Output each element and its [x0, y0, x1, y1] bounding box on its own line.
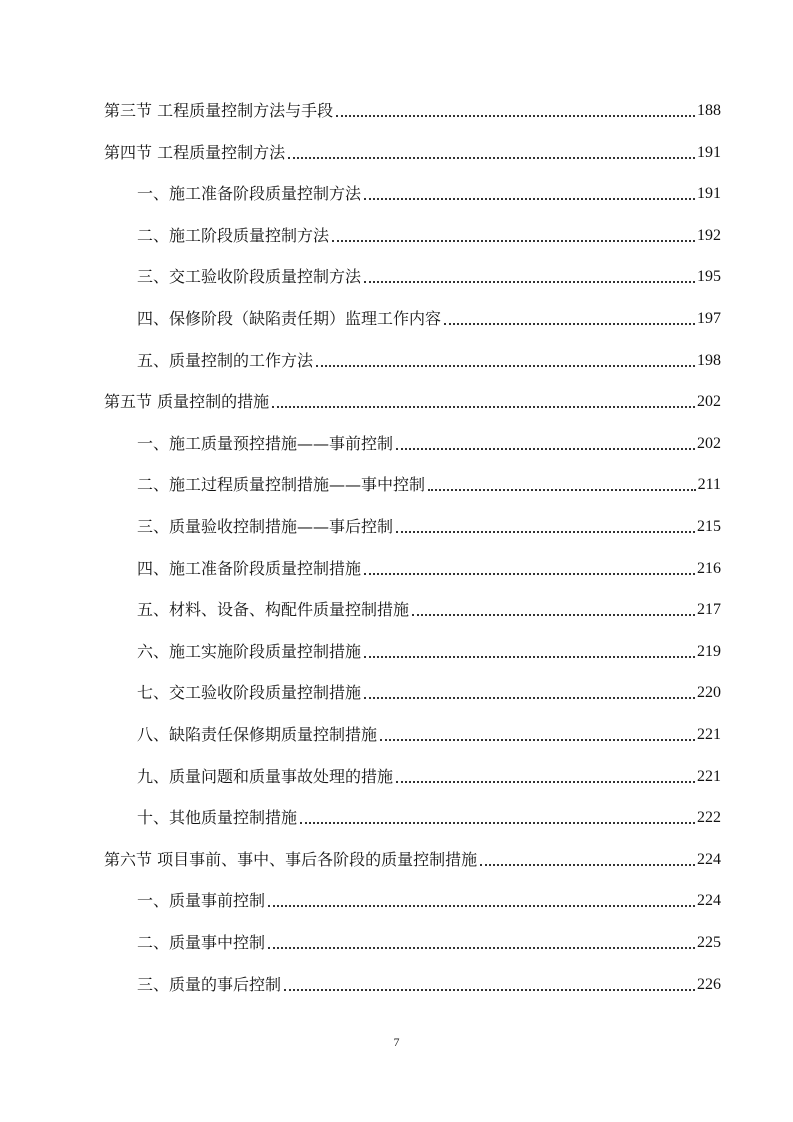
toc-section-entry[interactable] [104, 845, 721, 871]
toc-section-entry[interactable] [104, 138, 721, 164]
toc-entry-label: 三、质量验收控制措施——事后控制 [137, 517, 394, 536]
toc-subsection-entry[interactable] [137, 470, 721, 496]
toc-entry-page: 226 [697, 975, 721, 993]
toc-entry-page: 202 [697, 434, 721, 452]
toc-dot-leader [396, 447, 695, 450]
toc-entry-label: 十、其他质量控制措施 [137, 808, 298, 828]
toc-entry-label: 第五节 质量控制的措施 [104, 392, 270, 412]
toc-entry-label: 一、施工准备阶段质量控制方法 [137, 184, 362, 204]
toc-dot-leader [268, 946, 695, 949]
toc-entry-label: 第三节 工程质量控制方法与手段 [104, 101, 334, 120]
toc-entry-page: 198 [697, 351, 721, 369]
toc-dot-leader [396, 530, 695, 533]
toc-entry-label: 二、质量事中控制 [137, 933, 266, 952]
toc-entry-label: 二、施工阶段质量控制方法 [137, 225, 330, 245]
toc-entry-page: 224 [697, 850, 721, 868]
toc-subsection-entry[interactable] [137, 970, 721, 996]
toc-subsection-entry[interactable] [137, 762, 721, 788]
toc-dot-leader [480, 863, 695, 866]
toc-dot-leader [284, 988, 695, 991]
toc-entry-label: 七、交工验收阶段质量控制措施 [137, 683, 362, 703]
toc-subsection-entry[interactable] [137, 304, 721, 330]
toc-dot-leader [332, 239, 695, 242]
toc-entry-label: 四、施工准备阶段质量控制措施 [137, 558, 362, 578]
toc-dot-leader [364, 280, 695, 283]
toc-entry-page: 197 [697, 310, 721, 327]
toc-entry-page: 191 [697, 143, 721, 161]
toc-subsection-entry[interactable] [137, 262, 721, 288]
toc-dot-leader [364, 197, 695, 200]
toc-subsection-entry[interactable] [137, 803, 721, 829]
toc-entry-page: 219 [697, 642, 721, 660]
toc-dot-leader [288, 156, 695, 159]
toc-entry-page: 188 [697, 102, 721, 119]
toc-entry-label: 一、施工质量预控措施——事前控制 [137, 433, 394, 453]
toc-entry-page: 220 [697, 684, 721, 702]
toc-entry-label: 二、施工过程质量控制措施——事中控制 [137, 475, 426, 495]
toc-dot-leader [272, 405, 695, 408]
toc-entry-label: 八、缺陷责任保修期质量控制措施 [137, 725, 378, 744]
toc-entry-label: 第六节 项目事前、事中、事后各阶段的质量控制措施 [104, 849, 478, 869]
toc-entry-page: 215 [697, 518, 721, 535]
toc-section-entry[interactable] [104, 96, 721, 122]
page-number: 7 [393, 1035, 400, 1049]
toc-entry-label: 三、交工验收阶段质量控制方法 [137, 267, 362, 287]
toc-dot-leader [336, 114, 695, 117]
toc-subsection-entry[interactable] [137, 221, 721, 247]
toc-entry-page: 221 [697, 767, 721, 785]
toc-entry-label: 三、质量的事后控制 [137, 974, 282, 994]
toc-subsection-entry[interactable] [137, 346, 721, 372]
toc-dot-leader [300, 821, 695, 824]
toc-entry-label: 第四节 工程质量控制方法 [104, 142, 286, 162]
toc-dot-leader [428, 488, 696, 491]
toc-dot-leader [316, 364, 695, 367]
toc-entry-page: 224 [697, 892, 721, 910]
toc-entry-page: 202 [697, 393, 721, 411]
toc-entry-label: 九、质量问题和质量事故处理的措施 [137, 766, 394, 786]
toc-entry-page: 222 [697, 809, 721, 827]
toc-subsection-entry[interactable] [137, 512, 721, 538]
toc-dot-leader [444, 322, 695, 325]
toc-subsection-entry[interactable] [137, 720, 721, 746]
toc-subsection-entry[interactable] [137, 886, 721, 912]
toc-dot-leader [364, 655, 695, 658]
toc-dot-leader [364, 696, 695, 699]
toc-dot-leader [396, 780, 695, 783]
toc-entry-label: 一、质量事前控制 [137, 891, 266, 911]
toc-entry-page: 192 [697, 226, 721, 244]
toc-dot-leader [364, 572, 695, 575]
toc-entry-page: 217 [697, 601, 721, 619]
toc-subsection-entry[interactable] [137, 678, 721, 704]
toc-section-entry[interactable] [104, 387, 721, 413]
toc-entry-page: 216 [697, 559, 721, 577]
toc-entry-page: 191 [697, 185, 721, 203]
toc-subsection-entry[interactable] [137, 554, 721, 580]
toc-entry-page: 211 [697, 476, 721, 494]
toc-entry-label: 五、质量控制的工作方法 [137, 350, 314, 370]
toc-entry-page: 225 [697, 934, 721, 951]
toc-entry-label: 六、施工实施阶段质量控制措施 [137, 641, 362, 661]
toc-dot-leader [268, 904, 695, 907]
toc-subsection-entry[interactable] [137, 429, 721, 455]
toc-entry-label: 五、材料、设备、构配件质量控制措施 [137, 600, 410, 620]
toc-entry-page: 221 [697, 726, 721, 743]
toc-dot-leader [412, 613, 695, 616]
toc-subsection-entry[interactable] [137, 637, 721, 663]
toc-subsection-entry[interactable] [137, 928, 721, 954]
toc-entry-page: 195 [697, 268, 721, 286]
toc-entry-label: 四、保修阶段（缺陷责任期）监理工作内容 [137, 309, 442, 328]
toc-subsection-entry[interactable] [137, 179, 721, 205]
toc-subsection-entry[interactable] [137, 595, 721, 621]
toc-dot-leader [380, 738, 695, 741]
